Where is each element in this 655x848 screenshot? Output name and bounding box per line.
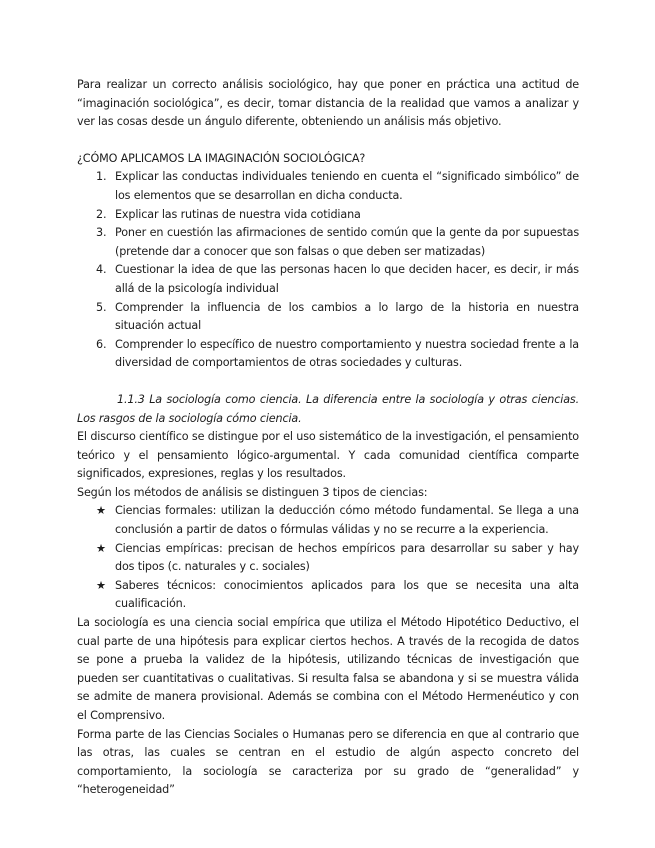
document-page (77, 76, 579, 800)
list-item (77, 261, 579, 298)
discourse-paragraph: El discurso científico se distingue por el uso sistemático de la investigación, el pensamiento teórico y el pensamiento lógico-argumental. Y cada comunidad científica comparte significados, expresiones, reglas y los resultados. (77, 430, 579, 481)
spacer (77, 373, 579, 391)
science-types-list (77, 502, 579, 614)
list-number: 4. (96, 263, 107, 277)
list-item-text: Explicar las conductas individuales teniendo en cuenta el “significado simbólico” de los elementos que se desarrollan en dicha conducta. (115, 170, 579, 202)
list-item-text: Cuestionar la idea de que las personas hacen lo que deciden hacer, es decir, ir más allá de la psicología individual (115, 263, 579, 295)
subsection-title: 1.1.3 La sociología como ciencia. La diferencia entre la sociología y otras ciencias. Los rasgos de la sociología cómo ciencia. (77, 392, 579, 425)
intro-paragraph: Para realizar un correcto análisis sociológico, hay que poner en práctica una actitud de “imaginación sociológica”, es decir, tomar distancia de la realidad que vamos a analizar y ver las cosas desde un ángulo diferente, obteniendo un análisis más objetivo. (77, 78, 579, 129)
list-item (77, 224, 579, 261)
list-item (77, 299, 579, 336)
list-item (77, 502, 579, 539)
list-item (77, 336, 579, 373)
list-number: 6. (96, 337, 107, 351)
list-item (77, 577, 579, 614)
sociology-empirical-paragraph: La sociología es una ciencia social empírica que utiliza el Método Hipotético Deductivo, el cual parte de una hipótesis para explicar ciertos hechos. A través de la recogida de datos se pone a prueba la validez de la hipótesis, utilizando técnicas de investigación que pueden ser cuantitativas o cualitativas. Si resulta falsa se abandona y si se muestra válida se admite de manera provisional. Además se combina con el Método Hermenéutico y con el Comprensivo. (77, 616, 579, 722)
list-number: 2. (96, 207, 107, 221)
steps-list (77, 168, 579, 373)
list-item-text: Saberes técnicos: conocimientos aplicados para los que se necesita una alta cualificación. (115, 578, 579, 611)
list-item-text: Comprender la influencia de los cambios a lo largo de la historia en nuestra situación actual (115, 300, 579, 333)
question-heading: ¿CÓMO APLICAMOS LA IMAGINACIÓN SOCIOLÓGICA? (77, 151, 366, 165)
types-intro: Según los métodos de análisis se distinguen 3 tipos de ciencias: (77, 485, 428, 499)
list-item-text: Ciencias formales: utilizan la deducción cómo método fundamental. Se llega a una conclusión a partir de datos o fórmulas válidas y no se recurre a la experiencia. (115, 504, 579, 537)
list-number: 1. (96, 170, 107, 184)
list-item-text: Ciencias empíricas: precisan de hechos empíricos para desarrollar su saber y hay dos tipos (c. naturales y c. sociales) (115, 541, 579, 574)
social-sciences-paragraph: Forma parte de las Ciencias Sociales o Humanas pero se diferencia en que al contrario que las otras, las cuales se centran en el estudio de algún aspecto concreto del comportamiento, la sociología se caracteriza por su grado de “generalidad” y “heterogeneidad” (77, 727, 579, 797)
list-item (77, 168, 579, 205)
list-item-text: Poner en cuestión las afirmaciones de sentido común que la gente da por supuestas (pretende dar a conocer que son falsas o que deben ser matizadas) (115, 226, 579, 258)
list-number: 3. (96, 226, 107, 240)
spacer (77, 132, 579, 150)
star-icon: ★ (96, 504, 106, 518)
list-item (77, 206, 579, 225)
list-item (77, 540, 579, 577)
star-icon: ★ (96, 541, 106, 555)
list-item-text: Explicar las rutinas de nuestra vida cotidiana (115, 207, 361, 221)
list-item-text: Comprender lo específico de nuestro comportamiento y nuestra sociedad frente a la diversidad de comportamientos de otras sociedades y culturas. (115, 337, 579, 370)
list-number: 5. (96, 300, 107, 314)
star-icon: ★ (96, 578, 106, 592)
